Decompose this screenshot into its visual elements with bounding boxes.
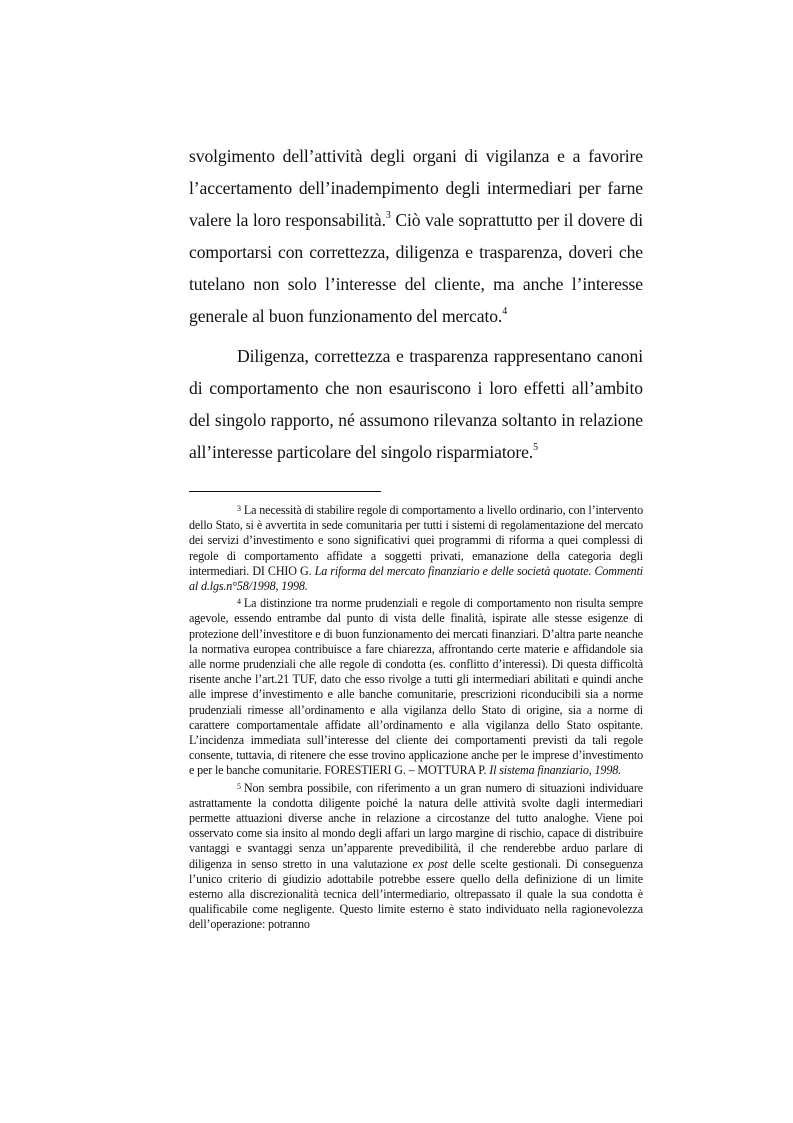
footnote-4 xyxy=(189,594,643,778)
document-page xyxy=(189,140,643,933)
footnote-5-text-before: Non sembra possibile, con riferimento a un gran numero di situazioni individuare astrattamente la condotta diligente poiché la natura delle attività svolte dagli intermediari permette attuazioni diverse anche in relazione a circostanze del tutto analoghe. Viene poi osservato come sia insito al mondo degli affari un largo margine di rischio, capace di distribuire vantaggi e svantaggi senza un’apparente prevedibilità, il che renderebbe arduo parlare di diligenza in senso stretto in una valutazione xyxy=(189,780,643,871)
paragraph-2-text: Diligenza, correttezza e trasparenza rappresentano canoni di comportamento che non esauriscono i loro effetti all’ambito del singolo rapporto, né assumono rilevanza soltanto in relazione all’interesse particolare del singolo risparmiatore. xyxy=(189,346,643,462)
paragraph-1-part-2: Ciò vale soprattutto per il dovere di comportarsi con correttezza, diligenza e trasparenza, doveri che tutelano non solo l’interesse del cliente, ma anche l’interesse generale al buon funzionamento del mercato. xyxy=(189,210,643,326)
body-paragraph-2 xyxy=(189,340,643,468)
footnote-ref-4: 4 xyxy=(502,306,508,318)
footnote-3-text: La necessità di stabilire regole di comportamento a livello ordinario, con l’intervento dello Stato, si è avvertita in sede comunitaria per tutti i sistemi di regolamentazione del mercato dei servizi d’investimento e sono significativi quei programmi di riforma a quei complessi di regole di comportamento affidate a soggetti privati, emanazione della categoria degli intermediari. DI CHIO G. xyxy=(189,503,643,578)
footnote-3-mark: 3 xyxy=(237,504,241,513)
footnote-separator xyxy=(189,491,381,492)
footnote-3-citation: La riforma del mercato finanziario e delle società quotate. Commenti al d.lgs.n°58/1998, 1998. xyxy=(189,563,644,594)
footnote-5-italic-term: ex post xyxy=(412,856,448,871)
footnote-5-mark: 5 xyxy=(237,781,241,791)
paragraph-1-part-1: svolgimento dell’attività degli organi di vigilanza e a favorire l’accertamento dell’inadempimento degli intermediari per farne valere la loro responsabilità. xyxy=(189,146,643,230)
footnote-4-mark: 4 xyxy=(237,597,241,607)
main-text xyxy=(189,140,643,468)
footnote-3 xyxy=(189,501,643,594)
footnotes xyxy=(189,501,643,933)
footnote-5 xyxy=(189,779,643,933)
footnote-4-citation: Il sistema finanziario, 1998. xyxy=(489,763,621,778)
footnote-ref-5: 5 xyxy=(533,442,539,454)
footnote-ref-3: 3 xyxy=(385,210,391,222)
body-paragraph-1 xyxy=(189,140,643,332)
footnote-4-text: La distinzione tra norme prudenziali e regole di comportamento non risulta sempre agevole, essendo entrambe dal punto di vista delle finalità, ispirate alle stesse esigenze di protezione dell’investitore e di buon funzionamento dei mercati finanziari. D’altra parte neanche la normativa europea contribuisce a fare chiarezza, affrontando certe materie e affidandole sia alle norme prudenziali che alle regole di condotta (es. conflitto d’interessi). Di questa difficoltà risente anche l’art.21 TUF, dato che esso rivolge a tutti gli intermediari abilitati e quindi anche alle imprese d’investimento e alle banche comunitarie, prescrizioni riconducibili sia a norme prudenziali rimesse all’ordinamento e alla vigilanza dello Stato di origine, sia a norme di carattere comportamentale affidate all’ordinamento e alla vigilanza dello Stato ospitante. L’incidenza immediata sull’interesse del cliente dei comportamenti previsti da tali regole consente, tuttavia, di ritenere che esse trovino applicazione anche per le imprese d’investimento e per le banche comunitarie. FORESTIERI G. – MOTTURA P. xyxy=(189,596,643,778)
footnote-5-text-after: delle scelte gestionali. Di conseguenza l’unico criterio di giudizio adottabile potrebbe essere quello della definizione di un limite esterno alla discrezionalità tecnica dell’intermediario, oltrepassato il quale la sua condotta è qualificabile come negligente. Questo limite esterno è stato individuato nella ragionevolezza dell’operazione: potranno xyxy=(189,856,643,932)
